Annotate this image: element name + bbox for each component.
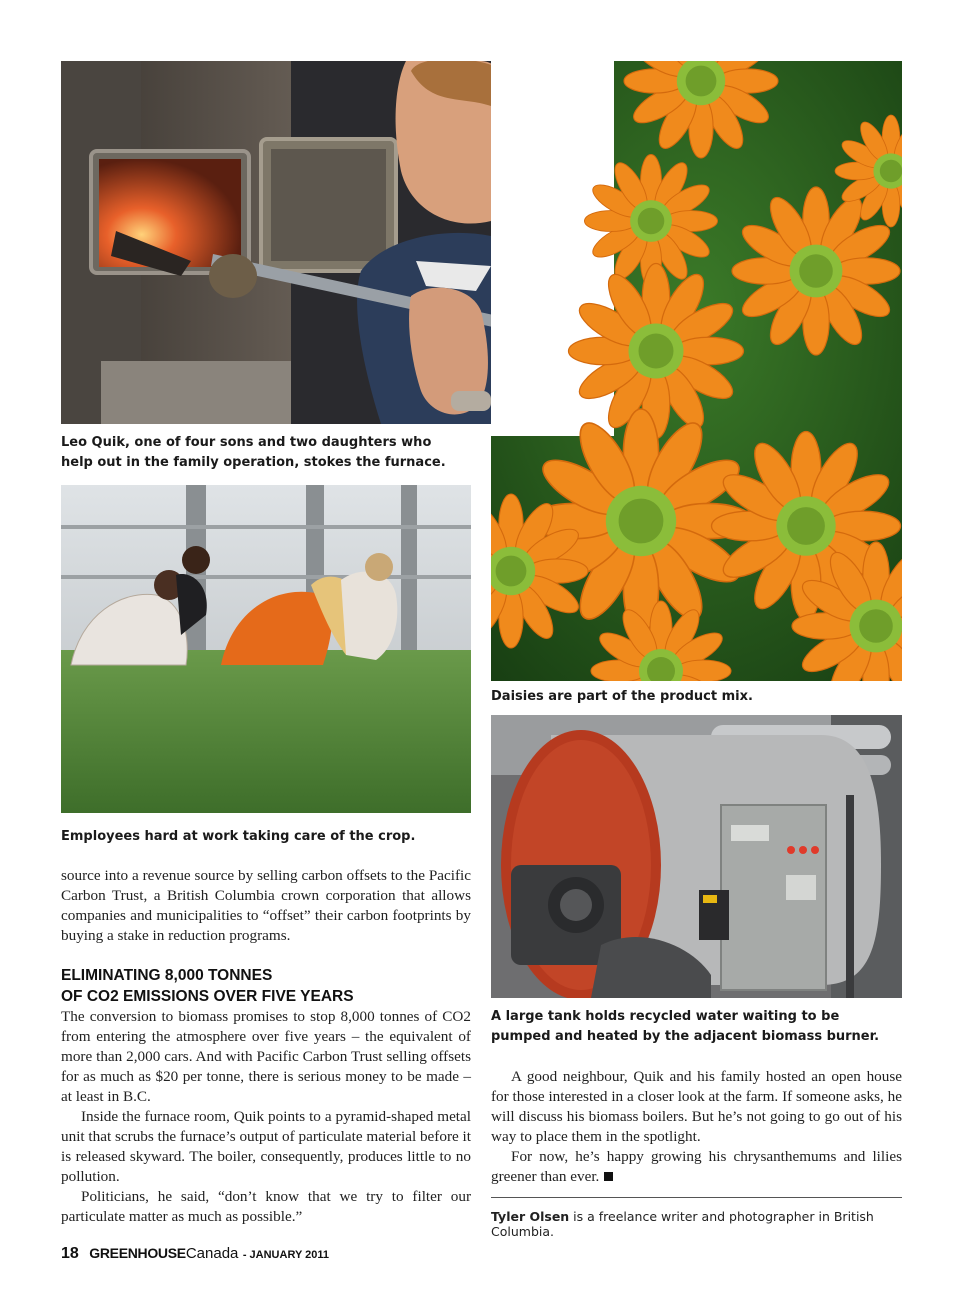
paragraph-4: A good neighbour, Quik and his family hosted an open house for those interested in a closer look at the farm. If someone asks, he will discuss his biomass boilers. But he’s not going to go out of his way to place them in the spotlight. — [491, 1068, 902, 1145]
magazine-name-regular: Canada — [185, 1245, 239, 1262]
caption-furnace: Leo Quik, one of four sons and two daughters who help out in the family operation, stokes the furnace. — [61, 435, 446, 470]
magazine-name-bold: GREENHOUSE — [89, 1245, 186, 1261]
author-bio-text: is a freelance writer and photographer in British Columbia. — [491, 1209, 874, 1239]
page-footer — [61, 1245, 329, 1263]
caption-tank: A large tank holds recycled water waiting to be pumped and heated by the adjacent biomass burner. — [491, 1009, 880, 1044]
photo-daisies — [491, 61, 902, 681]
section-heading-line1: ELIMINATING 8,000 TONNES — [61, 967, 273, 984]
paragraph-2: Inside the furnace room, Quik points to a pyramid-shaped metal unit that scrubs the furnace’s output of particulate material before it is released skyward. The boiler, consequently, produces little to no pollution. — [61, 1108, 471, 1185]
author-bio — [491, 1209, 902, 1239]
end-of-article-icon — [604, 1172, 613, 1181]
section-heading-line2: OF CO2 EMISSIONS OVER FIVE YEARS — [61, 988, 354, 1005]
article-intro — [61, 866, 471, 946]
paragraph-3: Politicians, he said, “don’t know that we try to filter our particulate matter as much as possible.” — [61, 1188, 471, 1225]
intro-paragraph: source into a revenue source by selling carbon offsets to the Pacific Carbon Trust, a British Columbia crown corporation that allows companies and municipalities to “offset” their carbon footprints by buying a stake in reduction programs. — [61, 867, 471, 944]
author-name: Tyler Olsen — [491, 1209, 570, 1224]
photo-employees — [61, 485, 471, 813]
section-heading — [61, 965, 471, 1007]
caption-daisies: Daisies are part of the product mix. — [491, 689, 753, 704]
caption-employees: Employees hard at work taking care of the crop. — [61, 829, 416, 844]
paragraph-1: The conversion to biomass promises to stop 8,000 tonnes of CO2 from entering the atmosphere over five years – the equivalent of more than 2,000 cars. And with Pacific Carbon Trust selling offsets for as much as $20 per tonne, there is serious money to be made – at least in B.C. — [61, 1008, 471, 1105]
paragraph-5-text: For now, he’s happy growing his chrysanthemums and lilies greener than ever. — [491, 1148, 902, 1185]
article-right-column — [491, 1067, 902, 1187]
bio-divider — [491, 1197, 902, 1198]
article-left-column — [61, 1007, 471, 1227]
issue-date: - JANUARY 2011 — [242, 1249, 330, 1261]
photo-tank — [491, 715, 902, 998]
paragraph-5 — [491, 1147, 902, 1187]
page-number: 18 — [61, 1245, 79, 1262]
